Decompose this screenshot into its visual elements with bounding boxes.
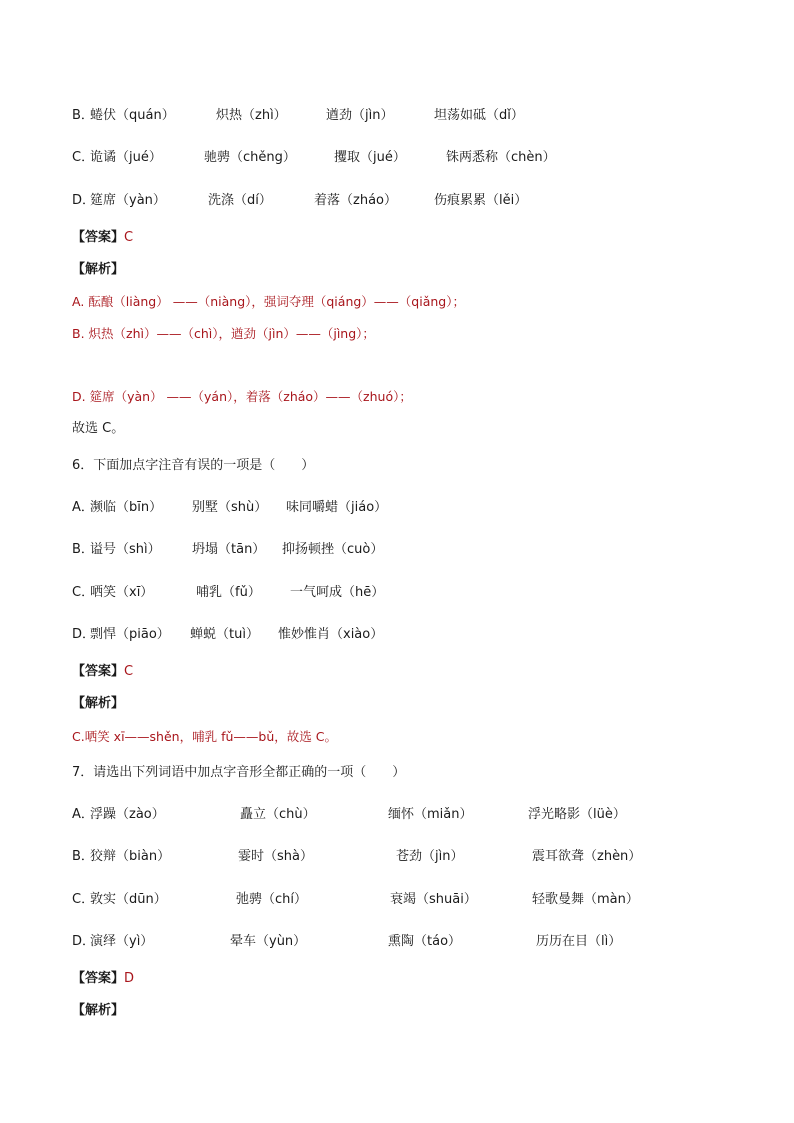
- option-word: 弛骋（chí）: [236, 892, 307, 907]
- q5-answer: [72, 229, 133, 247]
- option-word: 洗涤（dí）: [208, 193, 272, 208]
- answer-key: 【答案】: [72, 664, 125, 679]
- answer-key: 【答案】: [72, 971, 125, 986]
- option-word: 哂笑（xī）: [90, 585, 154, 600]
- analysis-key: 【解析】: [72, 262, 125, 277]
- option-word: 谥号（shì）: [90, 542, 161, 557]
- option-label: B．: [72, 849, 94, 864]
- option-word: 缅怀（miǎn）: [388, 807, 473, 822]
- option-word: 坦荡如砥（dǐ）: [434, 108, 524, 123]
- option-word: 轻歌曼舞（màn）: [532, 892, 639, 907]
- option-word: 诡谲（jué）: [90, 150, 162, 165]
- q6-analysis-text: C.哂笑 xī——shěn，哺乳 fǔ——bǔ，故选 C。: [72, 729, 337, 744]
- option-label: A．: [72, 807, 94, 822]
- answer-value: C: [124, 664, 134, 679]
- option-label: B．: [72, 108, 94, 123]
- answer-key: 【答案】: [72, 230, 125, 245]
- option-word: 抑扬顿挫（cuò）: [282, 542, 384, 557]
- option-word: 狡辩（biàn）: [90, 849, 171, 864]
- q5-analysis-line-d: D. 筵席（yàn） ——（yán），着落（zháo）——（zhuó）；: [72, 389, 412, 404]
- option-label: C．: [72, 585, 95, 600]
- option-word: 矗立（chù）: [240, 807, 316, 822]
- option-word: 熏陶（táo）: [388, 934, 462, 949]
- option-word: 味同嚼蜡（jiáo）: [286, 500, 388, 515]
- option-word: 霎时（shà）: [238, 849, 313, 864]
- q5-analysis-line-a: A. 酝酿（liàng） ——（niàng），强词夺理（qiáng）——（qiǎng）；: [72, 294, 465, 309]
- option-label: C．: [72, 150, 95, 165]
- option-label: A．: [72, 500, 94, 515]
- option-word: 蝉蜕（tuì）: [190, 627, 259, 642]
- q7-stem: 7．请选出下列词语中加点字音形全都正确的一项（ ）: [72, 765, 406, 780]
- q7-analysis-key: [72, 1002, 124, 1020]
- q5-analysis-key: [72, 261, 124, 279]
- option-word: 历历在目（lì）: [536, 934, 622, 949]
- option-word: 别墅（shù）: [192, 500, 268, 515]
- option-word: 濒临（bīn）: [90, 500, 163, 515]
- option-word: 着落（zháo）: [314, 193, 397, 208]
- q7-answer: [72, 970, 134, 988]
- option-word: 一气呵成（hē）: [290, 585, 385, 600]
- q6-analysis-key: [72, 695, 124, 713]
- option-word: 演绎（yì）: [90, 934, 154, 949]
- option-word: 铢两悉称（chèn）: [446, 150, 556, 165]
- option-word: 哺乳（fǔ）: [196, 585, 261, 600]
- option-word: 坍塌（tān）: [192, 542, 266, 557]
- answer-value: D: [124, 971, 135, 986]
- q5-analysis-line-b: B. 炽热（zhì）——（chì），遒劲（jìn）——（jìng）；: [72, 326, 375, 341]
- option-word: 剽悍（piāo）: [90, 627, 170, 642]
- option-word: 浮光略影（lüè）: [528, 807, 626, 822]
- option-label: B．: [72, 542, 94, 557]
- option-word: 敦实（dūn）: [90, 892, 167, 907]
- option-label: D．: [72, 193, 96, 208]
- option-word: 筵席（yàn）: [90, 193, 166, 208]
- option-word: 伤痕累累（lěi）: [434, 193, 528, 208]
- option-word: 苍劲（jìn）: [396, 849, 464, 864]
- option-word: 晕车（yùn）: [230, 934, 307, 949]
- option-word: 攫取（jué）: [334, 150, 406, 165]
- analysis-key: 【解析】: [72, 696, 125, 711]
- option-word: 衰竭（shuāi）: [390, 892, 477, 907]
- option-word: 浮躁（zào）: [90, 807, 165, 822]
- q6-stem: 6．下面加点字注音有误的一项是（ ）: [72, 458, 315, 473]
- option-word: 驰骋（chěng）: [204, 150, 296, 165]
- option-word: 惟妙惟肖（xiào）: [278, 627, 384, 642]
- q5-conclusion: 故选 C。: [72, 421, 125, 436]
- option-label: D．: [72, 934, 96, 949]
- option-label: C．: [72, 892, 95, 907]
- option-word: 震耳欲聋（zhèn）: [532, 849, 642, 864]
- option-word: 遒劲（jìn）: [326, 108, 394, 123]
- answer-value: C: [124, 230, 134, 245]
- analysis-key: 【解析】: [72, 1003, 125, 1018]
- option-word: 炽热（zhì）: [216, 108, 287, 123]
- option-label: D．: [72, 627, 96, 642]
- q6-answer: [72, 663, 133, 681]
- option-word: 蜷伏（quán）: [90, 108, 175, 123]
